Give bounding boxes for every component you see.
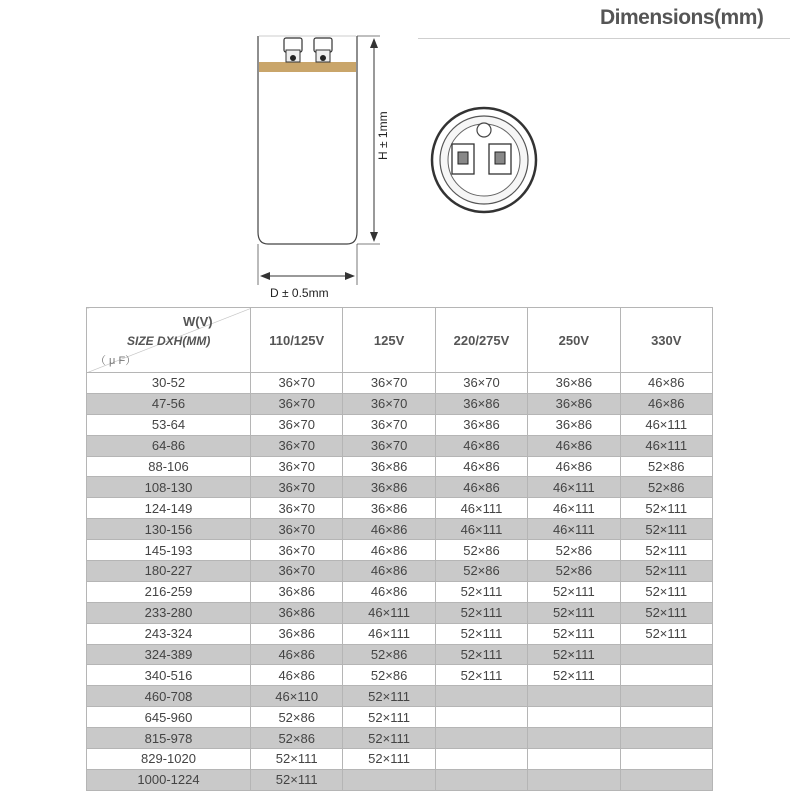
size-cell: 52×111 [251, 749, 343, 770]
size-cell: 52×86 [343, 644, 435, 665]
size-cell: 46×86 [343, 581, 435, 602]
size-cell: 46×86 [528, 435, 620, 456]
size-cell: 52×111 [620, 581, 712, 602]
size-cell: 36×86 [528, 393, 620, 414]
table-row [87, 686, 713, 707]
table-row [87, 581, 713, 602]
size-cell: 52×111 [620, 623, 712, 644]
size-cell: 36×70 [343, 414, 435, 435]
size-cell: 46×111 [343, 602, 435, 623]
size-cell: 52×111 [620, 498, 712, 519]
table-row [87, 519, 713, 540]
height-label: H ± 1mm [376, 111, 390, 160]
size-cell: 52×86 [528, 561, 620, 582]
corner-header [87, 308, 251, 373]
table-row [87, 707, 713, 728]
size-cell: 46×86 [343, 561, 435, 582]
size-cell [528, 707, 620, 728]
capacitance-cell: 108-130 [87, 477, 251, 498]
size-cell: 52×111 [343, 728, 435, 749]
column-header: 330V [620, 308, 712, 373]
capacitance-cell: 815-978 [87, 728, 251, 749]
size-cell [528, 749, 620, 770]
size-cell: 36×86 [251, 602, 343, 623]
size-cell [528, 728, 620, 749]
size-cell: 46×111 [620, 414, 712, 435]
size-cell [620, 686, 712, 707]
size-cell: 36×86 [251, 581, 343, 602]
capacitance-cell: 829-1020 [87, 749, 251, 770]
size-cell: 46×86 [620, 373, 712, 394]
size-cell: 52×86 [251, 707, 343, 728]
capacitance-cell: 243-324 [87, 623, 251, 644]
capacitance-cell: 645-960 [87, 707, 251, 728]
table-row [87, 393, 713, 414]
size-cell [620, 665, 712, 686]
size-cell: 52×111 [343, 686, 435, 707]
dimensions-table [86, 307, 713, 791]
size-cell: 36×86 [343, 456, 435, 477]
capacitance-cell: 88-106 [87, 456, 251, 477]
terminal-right [314, 38, 332, 62]
size-cell: 46×86 [435, 456, 527, 477]
size-cell: 52×111 [528, 602, 620, 623]
column-header: 250V [528, 308, 620, 373]
size-cell [620, 749, 712, 770]
table-row [87, 749, 713, 770]
size-cell: 46×110 [251, 686, 343, 707]
table-row [87, 477, 713, 498]
page-title: Dimensions(mm) [600, 6, 764, 29]
size-cell: 46×86 [435, 435, 527, 456]
voltage-axis-label: W(V) [183, 314, 213, 329]
table-row [87, 498, 713, 519]
size-cell: 36×70 [251, 435, 343, 456]
size-cell: 52×111 [620, 602, 712, 623]
size-cell: 36×70 [251, 373, 343, 394]
size-cell [620, 707, 712, 728]
capacitance-cell: 30-52 [87, 373, 251, 394]
size-cell: 36×86 [251, 623, 343, 644]
table-row [87, 414, 713, 435]
size-cell: 36×86 [435, 414, 527, 435]
size-cell: 46×86 [251, 665, 343, 686]
size-cell: 46×86 [528, 456, 620, 477]
size-cell: 46×111 [528, 519, 620, 540]
size-cell: 52×86 [343, 665, 435, 686]
size-cell: 52×111 [528, 623, 620, 644]
capacitance-cell: 460-708 [87, 686, 251, 707]
size-cell: 52×86 [251, 728, 343, 749]
capacitance-cell: 1000-1224 [87, 769, 251, 790]
size-cell [343, 769, 435, 790]
capacitor-dimension-drawing [0, 0, 800, 305]
table-row [87, 602, 713, 623]
size-cell: 36×70 [251, 477, 343, 498]
size-cell: 36×70 [251, 561, 343, 582]
table-body [87, 373, 713, 791]
size-cell: 52×86 [620, 477, 712, 498]
size-cell [620, 644, 712, 665]
size-cell: 52×111 [435, 602, 527, 623]
size-axis-label: SIZE DXH(MM) [127, 334, 211, 348]
table-row [87, 435, 713, 456]
size-cell: 52×111 [343, 749, 435, 770]
size-cell: 36×70 [343, 393, 435, 414]
terminal-base [259, 62, 356, 72]
size-cell: 52×86 [620, 456, 712, 477]
capacitance-cell: 216-259 [87, 581, 251, 602]
column-header: 220/275V [435, 308, 527, 373]
capacitance-cell: 233-280 [87, 602, 251, 623]
size-cell [620, 769, 712, 790]
size-cell: 36×70 [251, 498, 343, 519]
size-cell: 52×111 [620, 540, 712, 561]
capacitance-cell: 53-64 [87, 414, 251, 435]
table-row [87, 728, 713, 749]
size-cell: 52×111 [435, 665, 527, 686]
table-row [87, 665, 713, 686]
size-cell: 46×86 [343, 540, 435, 561]
size-cell: 36×86 [343, 477, 435, 498]
size-cell: 46×111 [435, 519, 527, 540]
size-cell: 52×111 [435, 644, 527, 665]
size-cell: 36×70 [251, 414, 343, 435]
size-cell: 46×111 [343, 623, 435, 644]
capacitance-cell: 145-193 [87, 540, 251, 561]
size-cell: 52×86 [528, 540, 620, 561]
size-cell: 52×86 [435, 540, 527, 561]
size-cell: 46×86 [251, 644, 343, 665]
capacitance-cell: 130-156 [87, 519, 251, 540]
side-view [258, 36, 380, 285]
size-cell: 36×70 [435, 373, 527, 394]
column-header: 110/125V [251, 308, 343, 373]
top-view [432, 108, 536, 212]
size-cell: 36×86 [343, 498, 435, 519]
size-cell: 46×111 [528, 498, 620, 519]
size-cell: 52×86 [435, 561, 527, 582]
capacitance-axis-label: （ μ F） [95, 355, 137, 367]
size-cell: 46×86 [343, 519, 435, 540]
size-cell: 52×111 [528, 665, 620, 686]
table-row [87, 540, 713, 561]
size-cell: 36×86 [435, 393, 527, 414]
diameter-label: D ± 0.5mm [270, 286, 329, 300]
capacitance-cell: 64-86 [87, 435, 251, 456]
capacitance-cell: 180-227 [87, 561, 251, 582]
table-row [87, 623, 713, 644]
size-cell: 52×111 [343, 707, 435, 728]
size-cell: 36×86 [528, 373, 620, 394]
size-cell: 36×86 [528, 414, 620, 435]
size-cell [435, 749, 527, 770]
size-cell [435, 686, 527, 707]
size-cell: 46×111 [435, 498, 527, 519]
size-cell: 36×70 [251, 540, 343, 561]
table-row [87, 644, 713, 665]
column-header: 125V [343, 308, 435, 373]
size-cell: 46×111 [528, 477, 620, 498]
capacitance-cell: 340-516 [87, 665, 251, 686]
size-cell [435, 707, 527, 728]
size-cell: 52×111 [620, 561, 712, 582]
size-cell [435, 728, 527, 749]
size-cell: 36×70 [343, 373, 435, 394]
capacitance-cell: 324-389 [87, 644, 251, 665]
size-cell [528, 686, 620, 707]
size-cell: 46×111 [620, 435, 712, 456]
size-cell: 52×111 [528, 581, 620, 602]
size-cell: 52×111 [435, 581, 527, 602]
size-cell: 36×70 [251, 393, 343, 414]
size-cell: 52×111 [620, 519, 712, 540]
size-cell [620, 728, 712, 749]
size-cell: 52×111 [528, 644, 620, 665]
terminal-left [284, 38, 302, 62]
table-row [87, 561, 713, 582]
size-cell: 46×86 [620, 393, 712, 414]
size-cell: 36×70 [343, 435, 435, 456]
size-cell: 46×86 [435, 477, 527, 498]
size-cell: 36×70 [251, 519, 343, 540]
size-cell: 52×111 [435, 623, 527, 644]
capacitance-cell: 124-149 [87, 498, 251, 519]
size-cell: 52×111 [251, 769, 343, 790]
size-cell: 36×70 [251, 456, 343, 477]
table-header-row [87, 308, 713, 373]
table-row [87, 456, 713, 477]
size-cell [435, 769, 527, 790]
capacitance-cell: 47-56 [87, 393, 251, 414]
size-cell [528, 769, 620, 790]
table-row [87, 373, 713, 394]
table-row [87, 769, 713, 790]
